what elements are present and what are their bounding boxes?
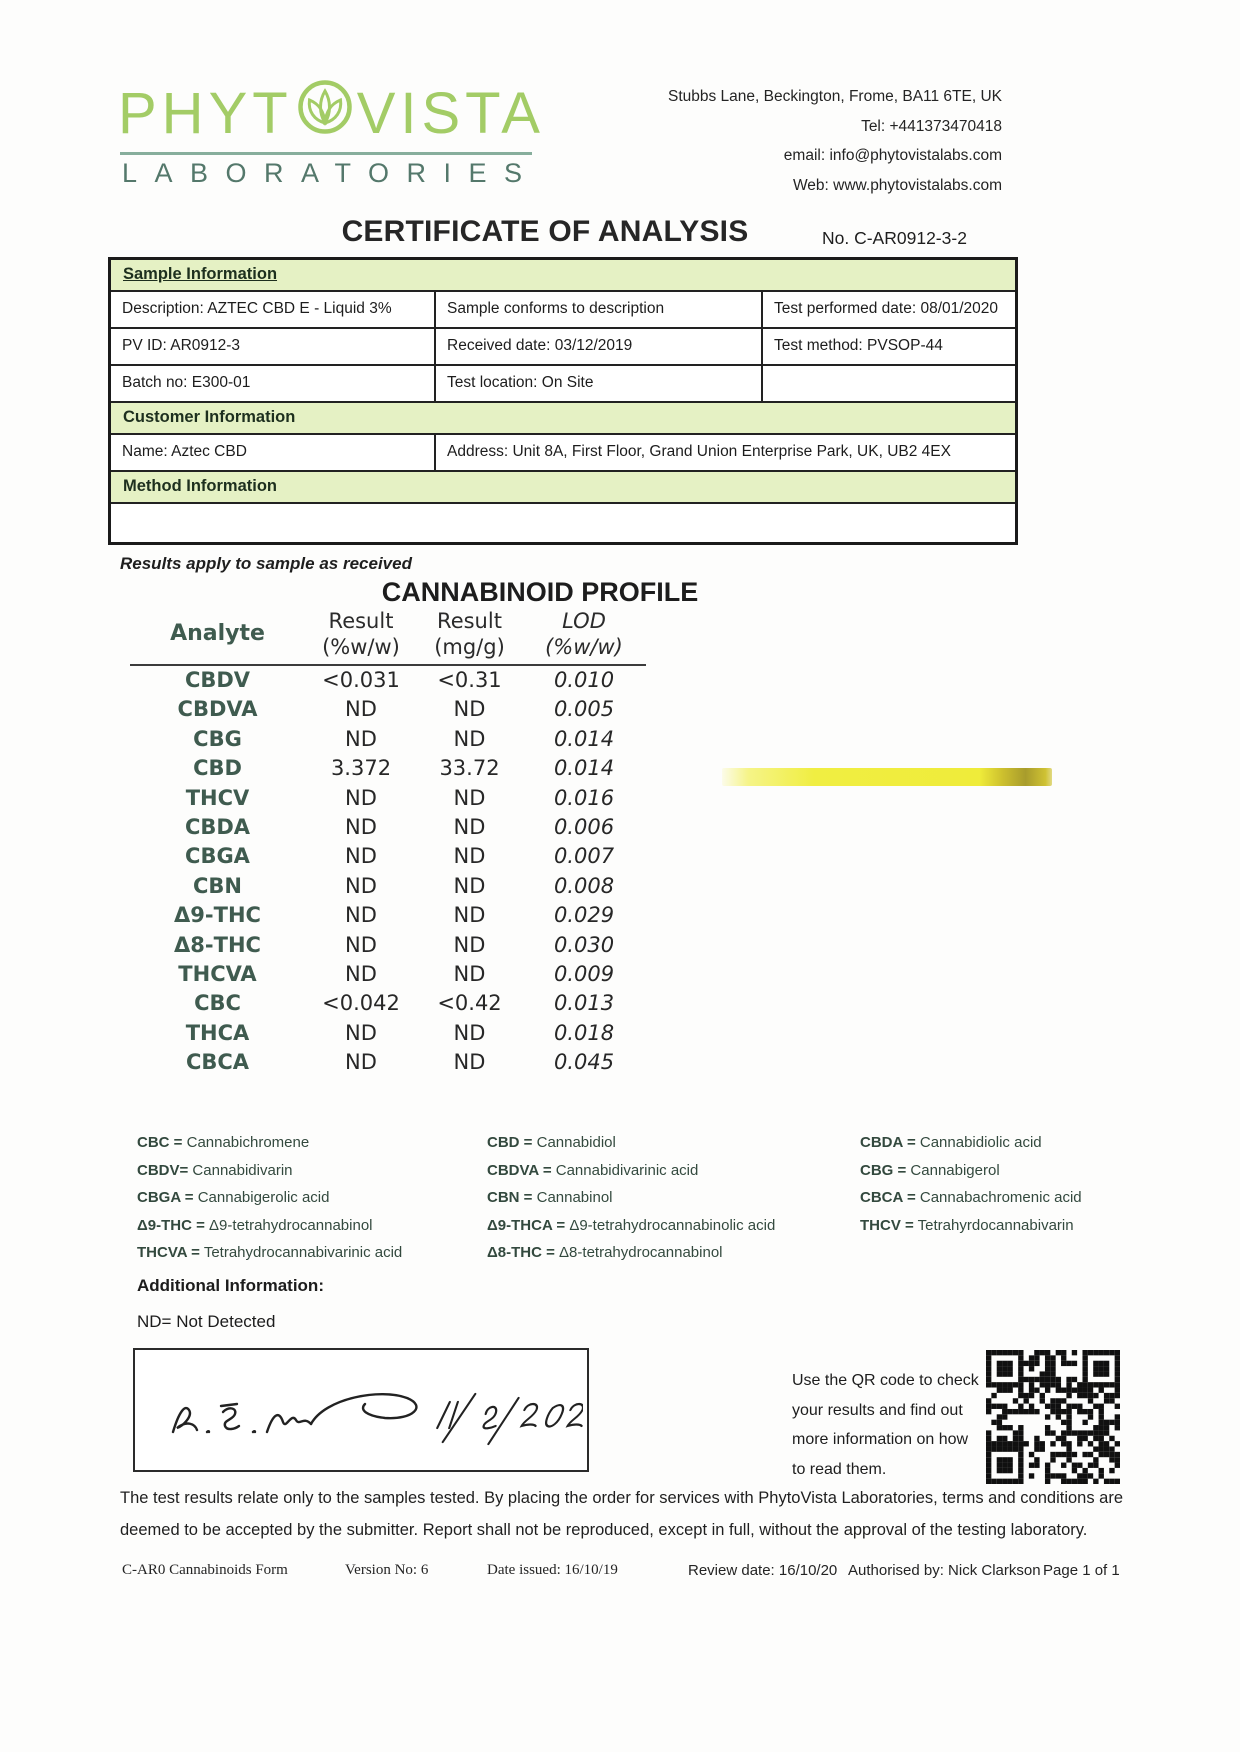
legend-item [487, 1188, 852, 1216]
profile-cell-lod: 0.006 [553, 814, 615, 839]
profile-cell-mg: ND [453, 814, 486, 839]
customer-address: Address: Unit 8A, First Floor, Grand Union Enterprise Park, UK, UB2 4EX [447, 443, 951, 460]
profile-cell-pct: ND [345, 903, 377, 928]
legend-definition: Tetrahyrdocannabivarin [913, 1216, 1074, 1234]
legend-column-3 [860, 1133, 1200, 1243]
profile-cell-pct: <0.042 [322, 991, 400, 1016]
additional-info-heading: Additional Information: [137, 1276, 324, 1295]
profile-rows [130, 666, 646, 1077]
legend-abbr: THCVA = [137, 1244, 200, 1261]
profile-row [130, 1019, 646, 1048]
profile-cell-lod: 0.014 [553, 756, 615, 781]
qr-instructions: Use the QR code to check your results and find out more information on how to read them. [792, 1372, 979, 1478]
profile-cell-pct: ND [345, 1020, 377, 1045]
legend-item [487, 1133, 852, 1161]
profile-row [130, 901, 646, 930]
profile-cell-lod: 0.009 [553, 961, 615, 986]
legend-definition: Δ8-tetrahydrocannabinol [554, 1244, 723, 1261]
profile-cell-mg: ND [453, 1050, 486, 1075]
profile-cell-lod: 0.013 [553, 991, 615, 1016]
pv-id: PV ID: AR0912-3 [111, 329, 436, 364]
signature-box [133, 1348, 589, 1472]
legend-definition: Δ9-tetrahydrocannabinol [204, 1216, 373, 1234]
legend-abbr: CBCA = [860, 1189, 916, 1206]
legend-definition: Cannabinol [532, 1189, 613, 1206]
profile-row [130, 1048, 646, 1077]
profile-cell-mg: ND [453, 1020, 486, 1045]
profile-row [130, 960, 646, 989]
lab-phone: Tel: +441373470418 [861, 117, 1002, 135]
legend-item [487, 1161, 852, 1189]
footer-page: Page 1 of 1 [1043, 1562, 1120, 1579]
test-method: Test method: PVSOP-44 [774, 337, 943, 354]
profile-cell-analyte: CBDV [184, 668, 251, 692]
legend-definition: Cannabidivarin [188, 1161, 293, 1179]
profile-row [130, 754, 646, 783]
column-header-analyte: Analyte [170, 621, 265, 646]
logo-text-suffix: VISTA [356, 81, 545, 146]
profile-row [130, 842, 646, 871]
profile-cell-pct: ND [345, 961, 377, 986]
profile-cell-mg: ND [453, 844, 486, 869]
profile-row [130, 931, 646, 960]
profile-cell-mg: ND [453, 697, 486, 722]
customer-info-header: Customer Information [111, 403, 1015, 435]
profile-cell-pct: ND [345, 785, 377, 810]
legend-abbr: Δ8-THC = [487, 1244, 555, 1261]
profile-row [130, 989, 646, 1018]
test-location: Test location: On Site [436, 366, 763, 401]
legend-item [137, 1133, 482, 1161]
footer-form-name: C-AR0 Cannabinoids Form [122, 1562, 288, 1578]
profile-cell-mg: ND [453, 726, 486, 751]
profile-header-row [130, 608, 646, 666]
legend-abbr: CBN = [487, 1189, 533, 1206]
received-date: Received date: 03/12/2019 [436, 329, 763, 364]
disclaimer: The test results relate only to the samples tested. By placing the order for services with PhytoVista Laboratories, terms and conditions are deemed to be accepted by the submitter. Report shall not be reproduced, except in full, without the approval of the testing laboratory. [120, 1489, 1124, 1539]
profile-cell-analyte: CBDA [184, 814, 251, 839]
empty-cell [763, 366, 1015, 401]
legend-definition: Cannabichromene [182, 1134, 310, 1151]
nd-definition: ND= Not Detected [137, 1312, 276, 1331]
profile-cell-analyte: THCVA [178, 961, 257, 986]
certificate-number: No. C-AR0912-3-2 [822, 228, 967, 248]
profile-cell-pct: <0.031 [322, 668, 400, 692]
profile-cell-mg: ND [453, 785, 486, 810]
profile-cell-analyte: THCV [185, 785, 250, 810]
legend-definition: Cannabigerol [906, 1161, 1000, 1179]
logo-subtitle: LABORATORIES [122, 158, 540, 188]
column-header-result-mg: Result (mg/g) [434, 609, 505, 659]
leaf-circle-icon [296, 78, 354, 150]
profile-cell-mg: <0.31 [437, 668, 502, 692]
legend-item [860, 1188, 1200, 1216]
profile-cell-mg: 33.72 [439, 756, 500, 781]
legend-abbr: Δ9-THCA = [487, 1216, 566, 1234]
handwritten-signature [135, 1350, 583, 1466]
footer-review-date: Review date: 16/10/20 [688, 1562, 838, 1579]
cannabinoid-profile-table [130, 608, 646, 1077]
legend-abbr: CBGA = [137, 1189, 194, 1206]
method-info-header: Method Information [111, 472, 1015, 504]
legend-column-1 [137, 1133, 482, 1271]
lab-website: Web: www.phytovistalabs.com [792, 176, 1002, 194]
sample-conformity: Sample conforms to description [436, 292, 763, 327]
sample-info-header: Sample Information [111, 260, 1015, 292]
legend-definition: Tetrahydrocannabivarinic acid [199, 1244, 403, 1261]
lab-address: Stubbs Lane, Beckington, Frome, BA11 6TE, UK [668, 88, 1002, 105]
legend-abbr: Δ9-THC = [137, 1216, 205, 1234]
profile-cell-analyte: CBDVA [177, 697, 258, 722]
sample-row-1 [111, 292, 1015, 329]
profile-cell-pct: ND [345, 873, 377, 898]
profile-cell-analyte: CBCA [185, 1050, 250, 1075]
profile-cell-analyte: Δ9-THC [174, 903, 261, 928]
info-table [108, 257, 1018, 545]
sample-row-3 [111, 366, 1015, 403]
profile-cell-pct: ND [345, 932, 377, 957]
footer-authorised-by: Authorised by: Nick Clarkson [848, 1562, 1041, 1579]
legend-item [137, 1188, 482, 1216]
legend-abbr: CBD = [487, 1134, 533, 1151]
sample-description: Description: AZTEC CBD E - Liquid 3% [111, 292, 436, 327]
legend-abbr: CBDA = [860, 1134, 916, 1151]
profile-cell-lod: 0.045 [553, 1050, 615, 1075]
batch-no: Batch no: E300-01 [111, 366, 436, 401]
legend-definition: Cannabidiol [532, 1134, 616, 1151]
profile-cell-pct: ND [345, 844, 377, 869]
profile-cell-pct: ND [345, 697, 377, 722]
profile-cell-lod: 0.010 [553, 668, 615, 692]
profile-cell-lod: 0.029 [553, 903, 615, 928]
customer-row [111, 435, 1015, 472]
profile-row [130, 695, 646, 724]
profile-cell-pct: ND [345, 726, 377, 751]
customer-name: Name: Aztec CBD [111, 435, 436, 470]
legend-definition: Cannabidiolic acid [915, 1134, 1042, 1151]
footer-version: Version No: 6 [345, 1562, 429, 1578]
legend-abbr: CBG = [860, 1161, 907, 1179]
profile-cell-lod: 0.008 [553, 873, 615, 898]
profile-cell-lod: 0.016 [553, 785, 615, 810]
legend-item [487, 1216, 852, 1244]
legend-definition: Cannabigerolic acid [193, 1189, 330, 1206]
profile-cell-analyte: CBD [193, 756, 242, 781]
profile-cell-analyte: CBG [193, 726, 242, 751]
legend-item [137, 1161, 482, 1189]
profile-cell-analyte: Δ8-THC [174, 932, 261, 957]
method-row-empty [111, 504, 1015, 542]
profile-cell-lod: 0.005 [553, 697, 615, 722]
profile-row [130, 872, 646, 901]
profile-cell-analyte: CBN [193, 873, 242, 898]
profile-row [130, 813, 646, 842]
legend-item [860, 1133, 1200, 1161]
legend-item [487, 1243, 852, 1271]
profile-cell-mg: <0.42 [437, 991, 502, 1016]
qr-code [986, 1350, 1120, 1484]
profile-row [130, 725, 646, 754]
results-note: Results apply to sample as received [120, 554, 412, 573]
lab-email: email: info@phytovistalabs.com [783, 147, 1002, 164]
legend-abbr: CBC = [137, 1134, 183, 1151]
profile-cell-analyte: CBGA [185, 844, 250, 869]
test-performed-date: Test performed date: 08/01/2020 [774, 300, 999, 317]
profile-cell-mg: ND [453, 873, 486, 898]
logo-text-prefix: PHYT [118, 81, 293, 146]
column-header-lod: LOD (%w/w) [545, 609, 623, 659]
legend-abbr: THCV = [860, 1216, 914, 1234]
profile-cell-pct: 3.372 [330, 756, 392, 781]
profile-cell-mg: ND [453, 932, 486, 957]
profile-cell-mg: ND [453, 961, 486, 986]
cannabinoid-profile-title: CANNABINOID PROFILE [381, 577, 699, 607]
legend-item [137, 1243, 482, 1271]
legend-abbr: CBDV= [137, 1161, 189, 1179]
legend-item [860, 1216, 1200, 1244]
profile-row [130, 784, 646, 813]
profile-row [130, 666, 646, 695]
profile-cell-analyte: CBC [194, 991, 241, 1016]
legend-item [860, 1161, 1200, 1189]
profile-cell-lod: 0.007 [553, 844, 615, 869]
legend-column-2 [487, 1133, 852, 1271]
profile-cell-pct: ND [345, 1050, 377, 1075]
column-header-result-pct: Result (%w/w) [322, 609, 400, 659]
sample-row-2 [111, 329, 1015, 366]
legend-abbr: CBDVA = [487, 1161, 552, 1179]
profile-cell-analyte: THCA [185, 1020, 250, 1045]
empty-cell [111, 504, 1015, 542]
profile-cell-lod: 0.014 [553, 726, 615, 751]
certificate-title: CERTIFICATE OF ANALYSIS [341, 215, 749, 248]
legend-item [137, 1216, 482, 1244]
legend-definition: Cannabachromenic acid [915, 1189, 1082, 1206]
profile-cell-lod: 0.018 [553, 1020, 615, 1045]
footer-date-issued: Date issued: 16/10/19 [487, 1562, 618, 1578]
legend-definition: Cannabidivarinic acid [551, 1161, 699, 1179]
legend-definition: Δ9-tetrahydrocannabinolic acid [565, 1216, 776, 1234]
yellow-highlight-mark [722, 768, 1052, 786]
profile-cell-pct: ND [345, 814, 377, 839]
profile-cell-mg: ND [453, 903, 486, 928]
profile-cell-lod: 0.030 [553, 932, 615, 957]
lab-contact-block [442, 82, 1002, 200]
